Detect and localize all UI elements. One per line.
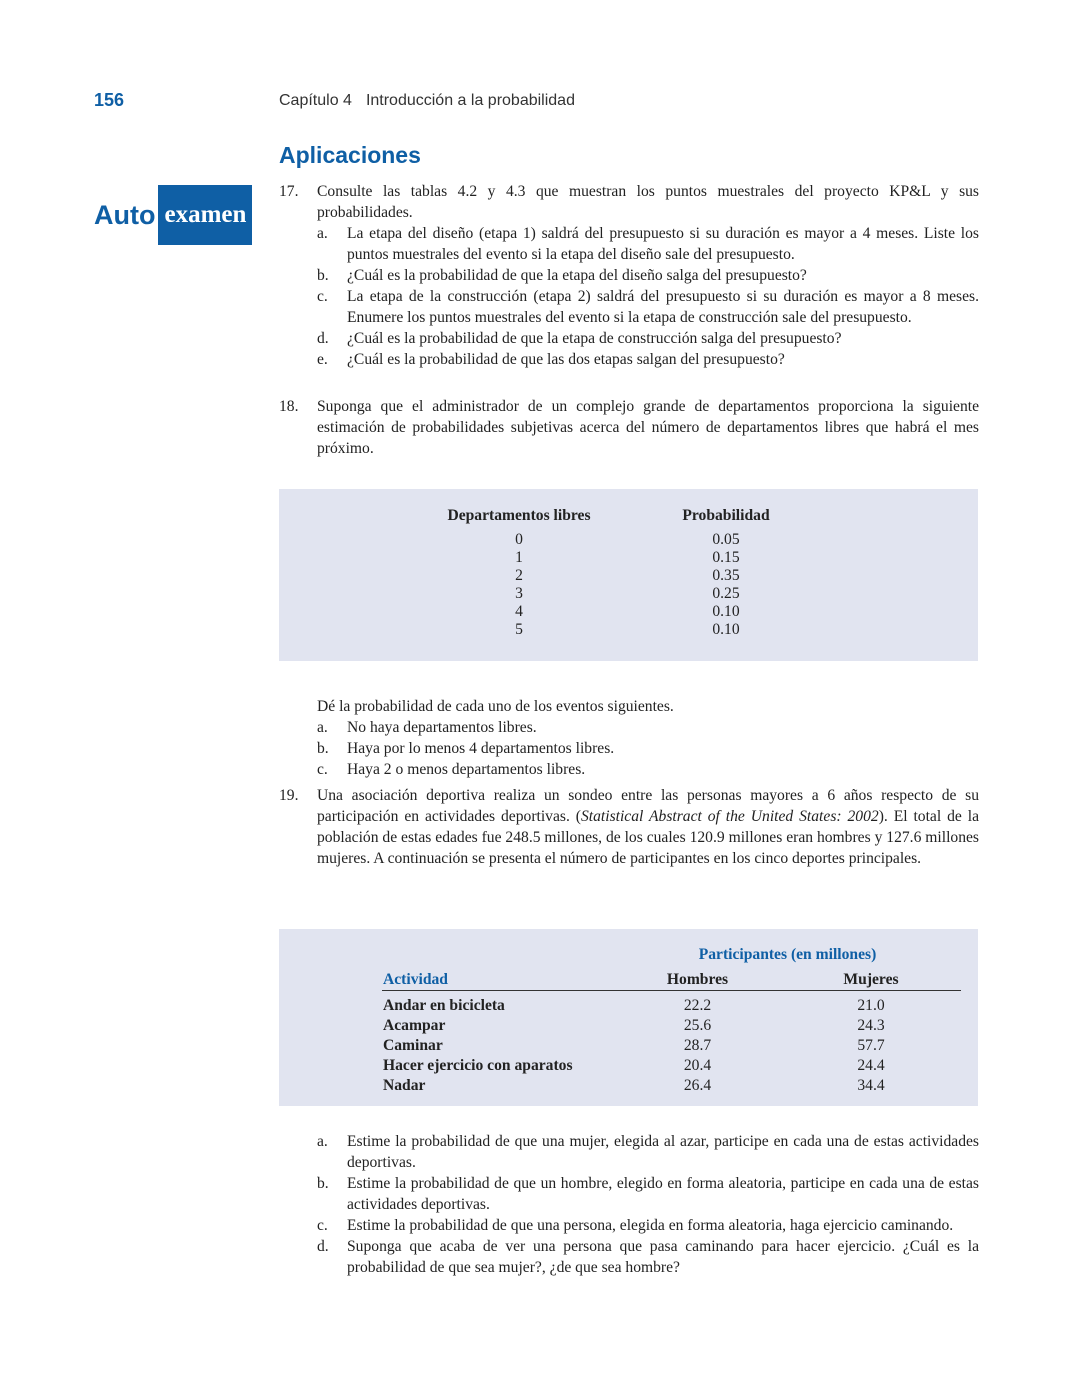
participantes-table-panel: [279, 929, 978, 1106]
cell-actividad: Nadar: [383, 1077, 426, 1094]
part-text: No haya departamentos libres.: [347, 719, 537, 736]
problem-part: [317, 328, 979, 349]
problem-part: [317, 1215, 979, 1236]
cell-mujeres: 34.4: [857, 1077, 885, 1094]
problem-19: [279, 785, 979, 869]
cell-mujeres: 24.3: [857, 1017, 885, 1034]
part-text: Estime la probabilidad de que una persona, elegida en forma aleatoria, haga ejercicio caminando.: [347, 1217, 954, 1234]
header-hombres: Hombres: [614, 970, 781, 991]
part-letter: b.: [317, 740, 329, 757]
problem-number: 19.: [279, 787, 299, 804]
problem-part: [317, 1236, 979, 1278]
cell-actividad: Caminar: [383, 1037, 443, 1054]
text-segment: Una asociación deportiva realiza un sondeo entre las personas mayores a 6 años respecto de su participación en actividades deportivas. (: [317, 787, 979, 825]
part-letter: b.: [317, 1175, 329, 1192]
header-probabilidad: Probabilidad: [682, 507, 770, 524]
cell-departamentos: 2: [515, 567, 523, 584]
problem-part: [317, 349, 979, 370]
table-row: [382, 1076, 961, 1096]
running-head: [279, 92, 575, 110]
part-text: Suponga que acaba de ver una persona que pasa caminando para hacer ejercicio. ¿Cuál es la probabilidad de que sea mujer?, ¿de que sea hombre?: [347, 1238, 979, 1276]
table-row: [382, 1036, 961, 1056]
autoexamen-badge: [94, 185, 252, 245]
cell-departamentos: 1: [515, 549, 523, 566]
cell-probabilidad: 0.10: [712, 621, 740, 638]
cell-probabilidad: 0.25: [712, 585, 740, 602]
table-row: [439, 585, 781, 603]
badge-examen-text: examen: [158, 185, 252, 245]
part-text: Estime la probabilidad de que un hombre, elegido en forma aleatoria, participe en cada una de estas actividades deportivas.: [347, 1175, 979, 1213]
part-letter: a.: [317, 1133, 328, 1150]
problem-18-continued: [279, 696, 979, 780]
part-text: ¿Cuál es la probabilidad de que la etapa del diseño salga del presupuesto?: [347, 267, 807, 284]
problem-part: [317, 1131, 979, 1173]
table-row: [439, 567, 781, 585]
cell-mujeres: 21.0: [857, 997, 885, 1014]
cell-actividad: Hacer ejercicio con aparatos: [383, 1057, 573, 1074]
table-row: [439, 531, 781, 549]
problem-part: [317, 1173, 979, 1215]
chapter-label: Capítulo 4: [279, 92, 352, 109]
part-letter: d.: [317, 1238, 329, 1255]
table-row: [382, 1056, 961, 1076]
problem-text: [317, 785, 979, 869]
part-text: La etapa de la construcción (etapa 2) saldrá del presupuesto si su duración es mayor a 8 meses. Enumere los puntos muestrales del evento si la etapa de construcción sale del presupuesto.: [347, 288, 979, 326]
problem-text: Suponga que el administrador de un complejo grande de departamentos proporciona la siguiente estimación de probabilidades subjetivas acerca del número de departamentos libres que habrá el mes próximo.: [317, 398, 979, 457]
problem-part: [317, 265, 979, 286]
part-letter: e.: [317, 351, 328, 368]
cell-hombres: 22.2: [683, 997, 712, 1014]
part-letter: b.: [317, 267, 329, 284]
part-letter: d.: [317, 330, 329, 347]
cell-hombres: 28.7: [683, 1037, 712, 1054]
problem-number: 17.: [279, 183, 299, 200]
cell-actividad: Andar en bicicleta: [383, 997, 505, 1014]
departamentos-table-panel: [279, 489, 978, 661]
source-citation: Statistical Abstract of the United States: 2002: [580, 808, 879, 825]
cell-departamentos: 3: [515, 585, 523, 602]
part-letter: a.: [317, 225, 328, 242]
part-text: Haya por lo menos 4 departamentos libres.: [347, 740, 615, 757]
badge-auto-text: Auto: [94, 199, 156, 230]
problem-part: [317, 286, 979, 328]
cell-actividad: Acampar: [383, 1017, 446, 1034]
cell-hombres: 26.4: [683, 1077, 712, 1094]
header-actividad: Actividad: [382, 970, 614, 991]
table-row: [439, 549, 781, 567]
problem-part: [317, 738, 979, 759]
part-text: ¿Cuál es la probabilidad de que la etapa de construcción salga del presupuesto?: [347, 330, 842, 347]
participantes-table: [382, 945, 961, 1096]
part-text: La etapa del diseño (etapa 1) saldrá del presupuesto si su duración es mayor a 4 meses. Liste los puntos muestrales del evento si la etapa del diseño sale del presupuesto.: [347, 225, 979, 263]
page-number: 156: [94, 90, 125, 110]
cell-probabilidad: 0.05: [712, 531, 740, 548]
header-mujeres: Mujeres: [781, 970, 961, 991]
problem-part: [317, 223, 979, 265]
part-letter: c.: [317, 1217, 328, 1234]
cell-probabilidad: 0.10: [712, 603, 740, 620]
cell-hombres: 25.6: [683, 1017, 712, 1034]
part-text: ¿Cuál es la probabilidad de que las dos etapas salgan del presupuesto?: [347, 351, 785, 368]
chapter-title: Introducción a la probabilidad: [365, 92, 575, 109]
problem-part: [317, 759, 979, 780]
cell-departamentos: 4: [515, 603, 523, 620]
part-letter: c.: [317, 761, 328, 778]
header-departamentos: Departamentos libres: [447, 507, 591, 524]
part-letter: c.: [317, 288, 328, 305]
cell-departamentos: 5: [515, 621, 523, 638]
cell-departamentos: 0: [515, 531, 523, 548]
text-segment: ). El total de la población de estas edades fue 248.5 millones, de los cuales 120.9 millones eran hombres y 127.6 millones mujeres. A continuación se presenta el número de participantes en los cinco deportes principales.: [317, 808, 979, 867]
part-letter: a.: [317, 719, 328, 736]
problem-18: [279, 396, 979, 459]
group-header: Participantes (en millones): [698, 946, 877, 963]
table-row: [382, 991, 961, 1017]
table-row: [439, 603, 781, 621]
cell-mujeres: 24.4: [857, 1057, 885, 1074]
problem-part: [317, 717, 979, 738]
problem-number: 18.: [279, 398, 299, 415]
cell-probabilidad: 0.35: [712, 567, 740, 584]
part-text: Estime la probabilidad de que una mujer, elegida al azar, participe en cada una de estas actividades deportivas.: [347, 1133, 979, 1171]
cell-mujeres: 57.7: [857, 1037, 885, 1054]
cell-hombres: 20.4: [683, 1057, 712, 1074]
problem-17: [279, 181, 979, 370]
problem-text: Dé la probabilidad de cada uno de los eventos siguientes.: [317, 698, 674, 715]
problem-text: Consulte las tablas 4.2 y 4.3 que muestran los puntos muestrales del proyecto KP&L y sus probabilidades.: [317, 183, 979, 221]
table-row: [439, 621, 781, 639]
part-text: Haya 2 o menos departamentos libres.: [347, 761, 586, 778]
cell-probabilidad: 0.15: [712, 549, 740, 566]
section-title: Aplicaciones: [279, 142, 421, 168]
departamentos-table: [439, 507, 781, 639]
table-row: [382, 1016, 961, 1036]
problem-19-parts: [279, 1131, 979, 1278]
